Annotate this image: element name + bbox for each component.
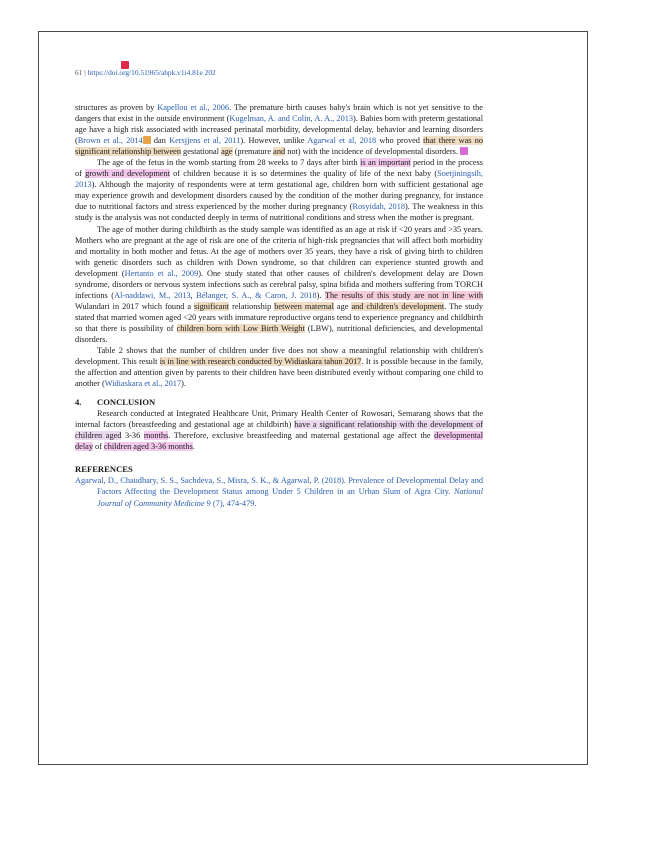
- citation-link[interactable]: Hertanto et al., 2009: [124, 268, 199, 278]
- section-heading: 4. CONCLUSION: [75, 397, 156, 408]
- paragraph-1: structures as proven by Kapellou et al., 2006. The premature birth causes baby's brain which is not yet sensitive to the dangers that exist in the outside environment (Kugelman, A. and Colin, A. A., 2013). Babies born with preterm gestational age have a high risk associated with increased perinatal morbidity, developmental delay, behavior and learning disorders (Brown et al., 2014 dan Kersjjens et al, 2011). However, unlike Agarwal et al, 2018 who proved that there was no significant relationship between gestational age (premature and not) with the incidence of developmental disorders.: [75, 103, 484, 157]
- annotation-marker-icon[interactable]: [143, 136, 151, 144]
- running-header: 61 | https://doi.org/10.51965/ahpk.v1i4.81e 202: [75, 68, 216, 77]
- highlight[interactable]: is in line with research conducted by Widiaskara tahun 2017: [159, 357, 362, 367]
- page-number: 61: [75, 68, 83, 77]
- paragraph-2: The age of the fetus in the womb starting from 28 weeks to 7 days after birth is an important period in the process of growth and development of children because it is so determines the quality of life of the next baby (Soetjiningsih, 2013). Although the majority of respondents were at term gestational age, children born with sufficient gestational age may experience growth and development disorders caused by the condition of the mother during pregnancy, for instance due to nutritional factors and stress experienced by the mother during pregnancy (Rosyidah, 2018). The weakness in this study is the analysis was not conducted deeply in terms of nutritional conditions and stress when the mother is pregnant.: [75, 158, 483, 223]
- citation-link[interactable]: Kersjjens et al, 2011: [169, 136, 241, 146]
- highlight[interactable]: is an important: [360, 158, 411, 168]
- highlight[interactable]: growth and development: [85, 169, 170, 179]
- citation-link[interactable]: Agarwal et al, 2018: [307, 136, 377, 146]
- highlight[interactable]: that there was no significant relationship between: [75, 136, 483, 157]
- citation-link[interactable]: Rosyidah, 2018: [352, 202, 406, 212]
- highlight[interactable]: between maternal: [274, 301, 334, 311]
- highlight[interactable]: The results of this study are not in line with: [324, 290, 483, 300]
- citation-link[interactable]: Kugelman, A. and Colin, A. A., 2013: [229, 114, 354, 124]
- body-text: [75, 102, 483, 509]
- highlight[interactable]: and: [273, 147, 286, 157]
- highlight[interactable]: and children's development: [351, 301, 445, 311]
- highlight[interactable]: children born with Low Birth Weight: [176, 323, 305, 333]
- citation-link[interactable]: Al-naddawi, M., 2013: [114, 290, 191, 300]
- highlight[interactable]: developmental delay: [75, 431, 484, 452]
- citation-link[interactable]: Soetjiningsih, 2013: [75, 169, 483, 190]
- references-heading: REFERENCES: [75, 464, 133, 475]
- conclusion-paragraph: Research conducted at Integrated Healthcare Unit, Primary Health Center of Rowosari, Semarang shows that the internal factors (breastfeeding and gestational age at childbirth) have a significant relationship with the development of children aged 3-36 months. Therefore, exclusive breastfeeding and maternal gestational age affect the developmental delay of children aged 3-36 months.: [75, 409, 484, 452]
- reference-entry[interactable]: Agarwal, D., Chaudhary, S. S., Sachdeva, S., Misra, S. K., & Agarwal, P. (2018). Prevalence of Developmental Delay and Factors Affecting the Development Status among Under 5 Children in an Urban Slum of Agra City. National Journal of Community Medicine 9 (7), 474-479.: [75, 476, 483, 508]
- highlight[interactable]: months: [143, 431, 169, 441]
- citation-link[interactable]: Bélanger, S. A., & Caron, J. 2018: [196, 290, 317, 300]
- highlight[interactable]: children aged 3-36 months: [104, 442, 193, 452]
- highlight[interactable]: significant: [194, 301, 230, 311]
- citation-link[interactable]: Kapellou et al., 2006: [157, 103, 230, 112]
- citation-link[interactable]: Brown et al., 2014: [77, 136, 143, 146]
- doi-link[interactable]: https://doi.org/10.51965/ahpk.v1i4.81e 202: [87, 68, 216, 77]
- annotation-marker-icon[interactable]: [460, 147, 468, 155]
- highlight[interactable]: have a significant relationship with the development of children aged: [75, 420, 483, 441]
- highlight[interactable]: age: [221, 147, 233, 157]
- paragraph-3: The age of mother during childbirth as the study sample was identified as an age at risk if <20 years and >35 years. Mothers who are pregnant at the age of risk are one of the criteria of high-risk pregnancies that will affect both morbidity and mortality in both mother and fetus. At the age of mothers over 35 years, they have a risk of giving birth to children with genetic disorders such as children with Down syndrome, so that children can experience stunted growth and development (Hertanto et al., 2009). One study stated that other causes of children's development delay are Down syndrome, disorders or nervous system infections such as cerebral palsy, spina bifida and mothers suffering from TORCH infections (Al-naddawi, M., 2013, Bélanger, S. A., & Caron, J. 2018). The results of this study are not in line with Wulandari in 2017 which found a significant relationship between maternal age and children's development. The study stated that married women aged <20 years with immature reproductive organs tend to experience pregnancy and childbirth so that there is possibility of children born with Low Birth Weight (LBW), nutritional deficiencies, and developmental disorders.: [75, 224, 483, 344]
- paragraph-4: Table 2 shows that the number of children under five does not show a meaningful relationship with children's development. This result is in line with research conducted by Widiaskara tahun 2017. It is possible because in the family, the affection and attention given by parents to their children have been distributed evenly without comparing one child to another (Widiaskara et al., 2017).: [75, 346, 483, 389]
- citation-link[interactable]: Widiaskara et al., 2017: [104, 379, 182, 389]
